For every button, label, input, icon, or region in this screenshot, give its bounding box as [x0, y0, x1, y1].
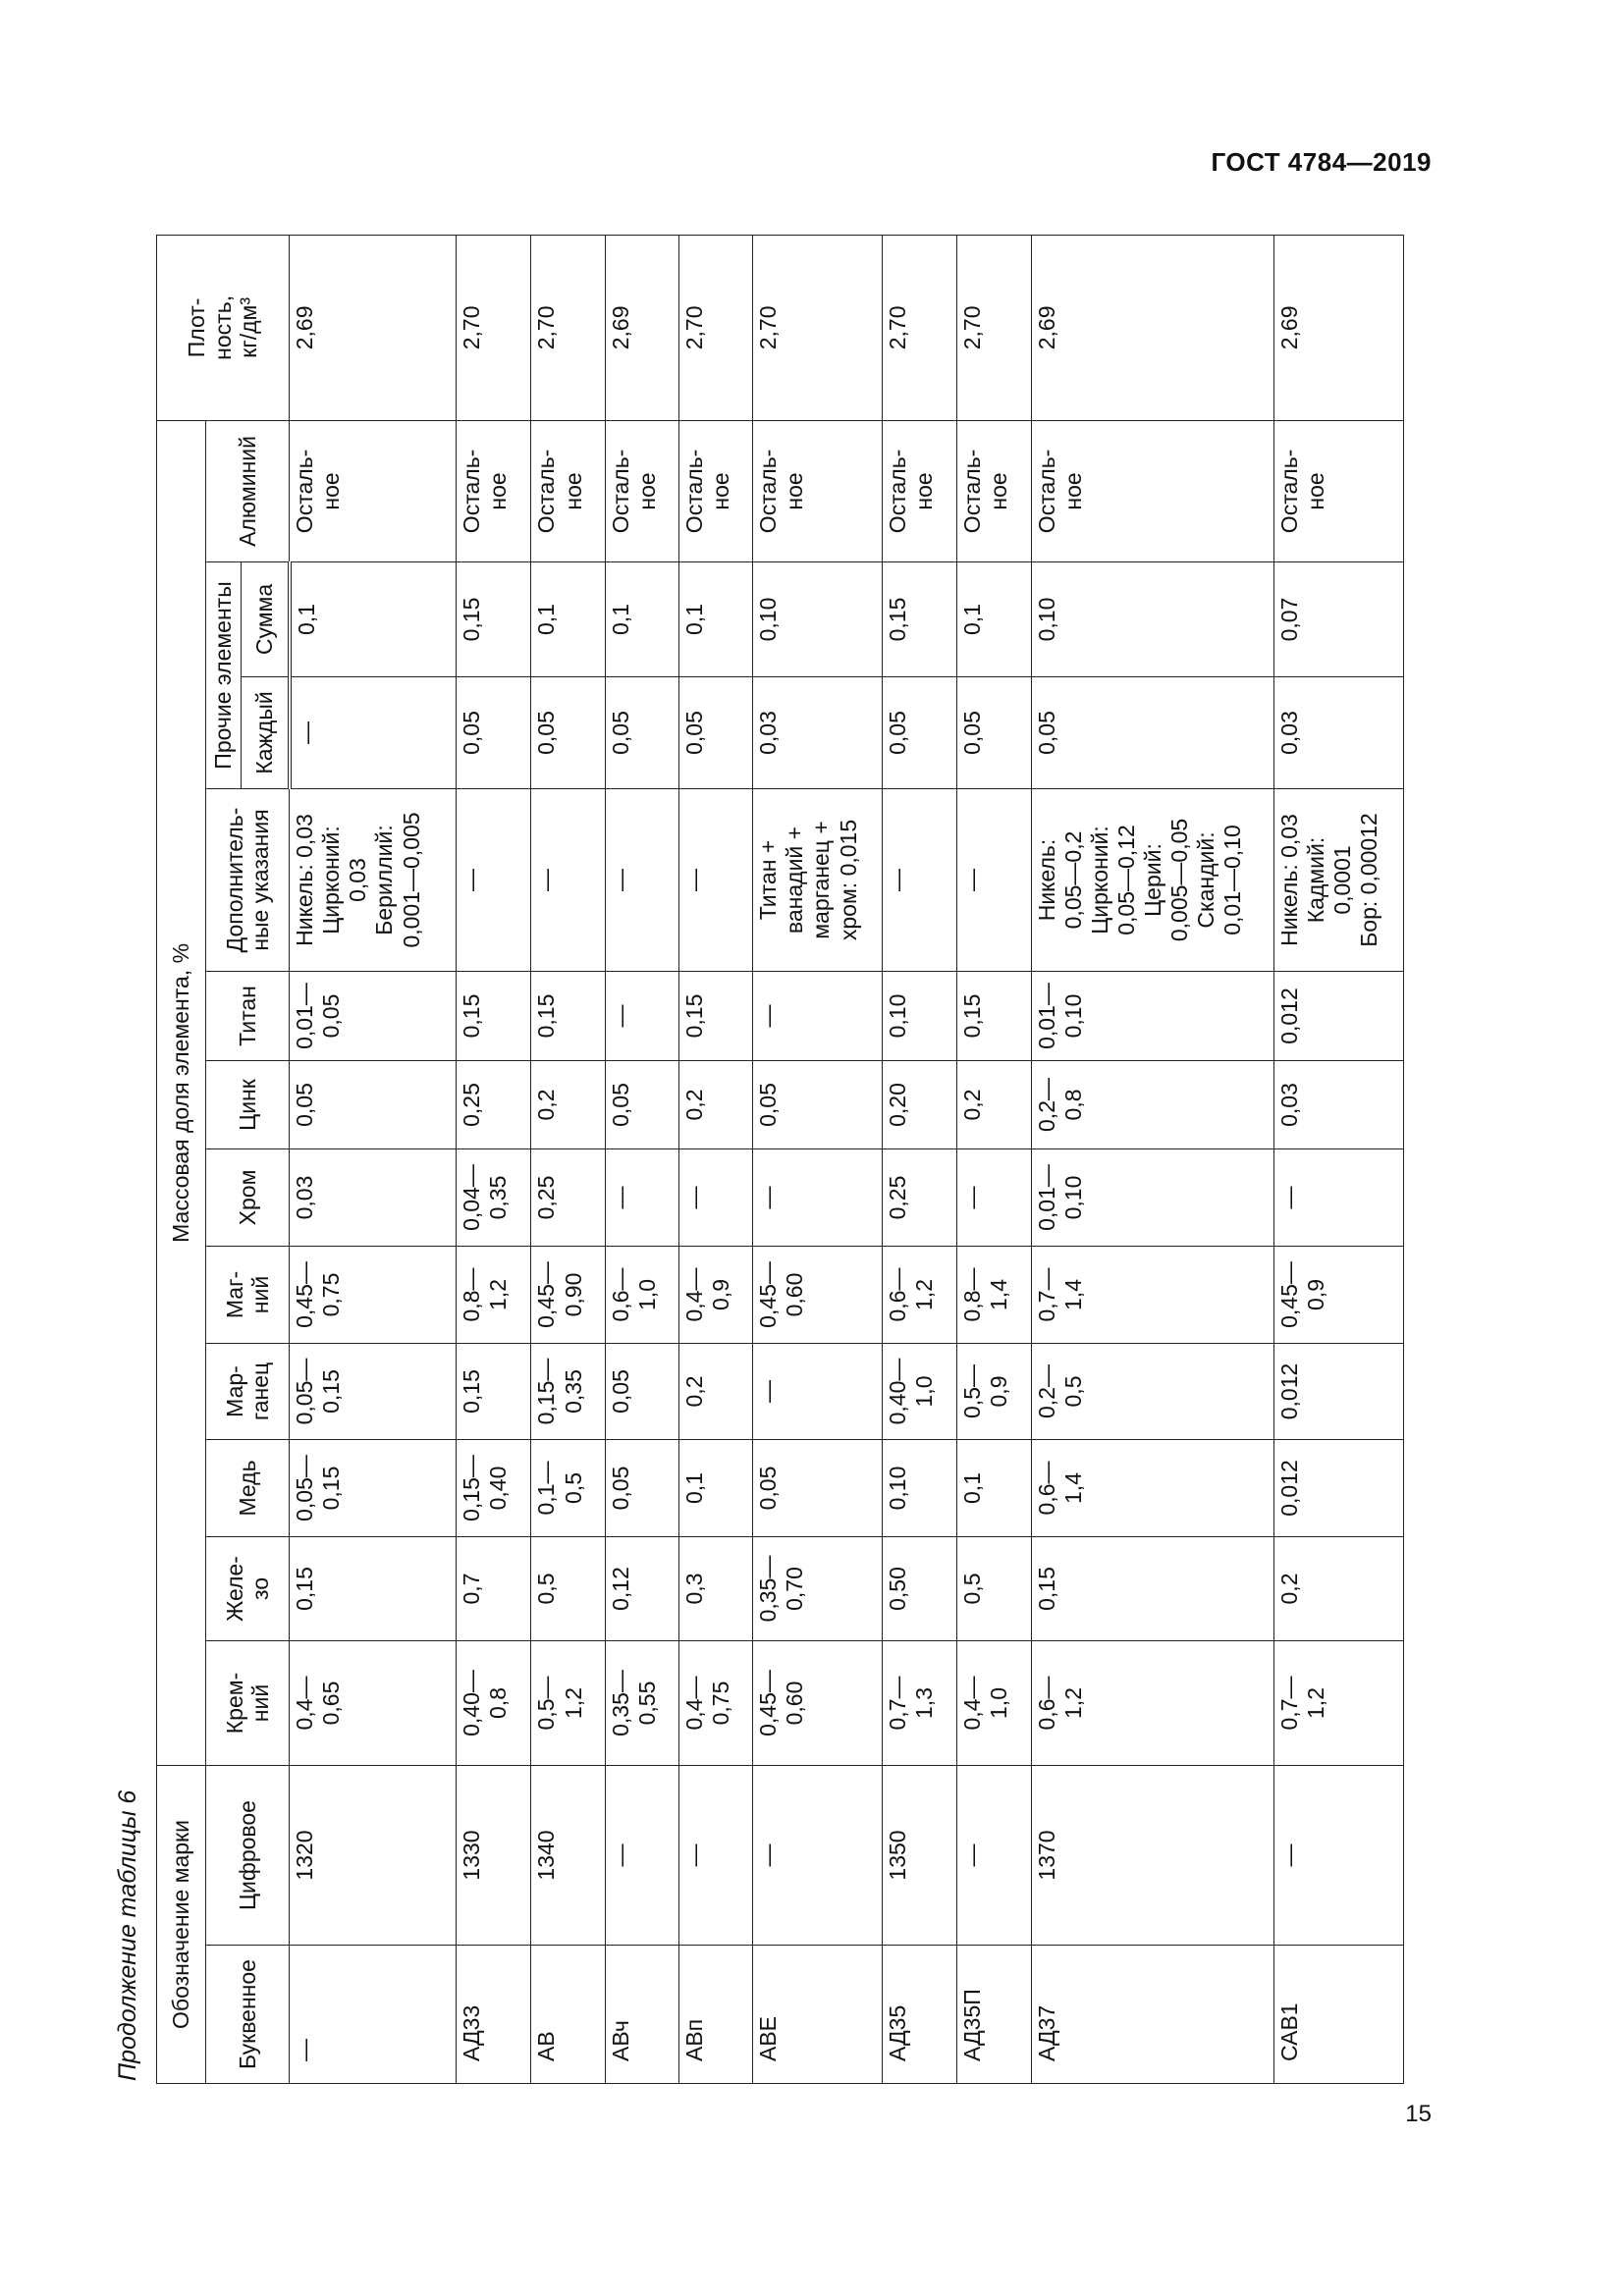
cell-density: 2,70 — [531, 235, 605, 420]
cell-other-each: 0,05 — [531, 676, 605, 788]
cell-letter: АВч — [605, 1946, 678, 2084]
cell-chromium: — — [1274, 1148, 1404, 1246]
cell-other-sum: 0,1 — [678, 561, 752, 676]
cell-iron: 0,12 — [605, 1536, 678, 1640]
cell-copper: 0,1— 0,5 — [531, 1439, 605, 1536]
table-row — [957, 235, 1031, 2083]
cell-aluminium: Осталь- ное — [605, 420, 678, 561]
cell-letter: АД35 — [883, 1946, 957, 2084]
cell-copper: 0,1 — [957, 1439, 1031, 1536]
cell-manganese: 0,012 — [1274, 1343, 1404, 1439]
cell-copper: 0,012 — [1274, 1439, 1404, 1536]
cell-density: 2,70 — [678, 235, 752, 420]
table-row — [678, 235, 752, 2083]
cell-other-each: 0,05 — [1031, 676, 1273, 788]
table-row — [753, 235, 883, 2083]
cell-other-sum: 0,1 — [957, 561, 1031, 676]
cell-other-each: 0,05 — [678, 676, 752, 788]
cell-manganese: — — [753, 1343, 883, 1439]
letter-header: Буквенное — [206, 1946, 290, 2084]
cell-other-sum: 0,1 — [531, 561, 605, 676]
cell-titanium: 0,01— 0,05 — [290, 971, 457, 1060]
table-body — [290, 235, 1404, 2083]
cell-iron: 0,15 — [1031, 1536, 1273, 1640]
cell-aluminium: Осталь- ное — [678, 420, 752, 561]
cell-additional: — — [457, 788, 531, 971]
cell-zinc: 0,05 — [753, 1060, 883, 1148]
sum-header: Сумма — [242, 561, 290, 676]
cell-density: 2,69 — [605, 235, 678, 420]
cell-digital: — — [678, 1765, 752, 1945]
manganese-header: Мар- ганец — [206, 1343, 290, 1439]
cell-chromium: 0,04— 0,35 — [457, 1148, 531, 1246]
cell-aluminium: Осталь- ное — [457, 420, 531, 561]
cell-copper: 0,05 — [605, 1439, 678, 1536]
cell-zinc: 0,2 — [678, 1060, 752, 1148]
cell-digital: — — [1274, 1765, 1404, 1945]
cell-letter: АД33 — [457, 1946, 531, 2084]
cell-iron: 0,15 — [290, 1536, 457, 1640]
cell-copper: 0,05 — [753, 1439, 883, 1536]
page-number: 15 — [1405, 2101, 1432, 2127]
cell-magnesium: 0,6— 1,0 — [605, 1246, 678, 1343]
cell-manganese: 0,05— 0,15 — [290, 1343, 457, 1439]
cell-silicon: 0,7— 1,2 — [1274, 1640, 1404, 1765]
rotated-table-frame — [156, 236, 1404, 2084]
cell-aluminium: Осталь- ное — [1274, 420, 1404, 561]
designation-header: Обозначение марки — [157, 1765, 206, 2083]
cell-zinc: 0,2 — [957, 1060, 1031, 1148]
cell-magnesium: 0,6— 1,2 — [883, 1246, 957, 1343]
cell-aluminium: Осталь- ное — [957, 420, 1031, 561]
cell-iron: 0,3 — [678, 1536, 752, 1640]
cell-titanium: 0,15 — [457, 971, 531, 1060]
iron-header: Желе- зо — [206, 1536, 290, 1640]
cell-aluminium: Осталь- ное — [883, 420, 957, 561]
cell-density: 2,70 — [457, 235, 531, 420]
cell-letter: АВЕ — [753, 1946, 883, 2084]
cell-iron: 0,35— 0,70 — [753, 1536, 883, 1640]
cell-additional: — — [883, 788, 957, 971]
cell-titanium: 0,15 — [678, 971, 752, 1060]
cell-copper: 0,10 — [883, 1439, 957, 1536]
cell-letter: АД37 — [1031, 1946, 1273, 2084]
cell-letter: САВ1 — [1274, 1946, 1404, 2084]
table-row — [605, 235, 678, 2083]
cell-other-sum: 0,1 — [605, 561, 678, 676]
cell-other-sum: 0,07 — [1274, 561, 1404, 676]
cell-digital: 1320 — [290, 1765, 457, 1945]
table-row — [290, 235, 457, 2083]
cell-other-each: 0,03 — [753, 676, 883, 788]
cell-other-each: 0,05 — [883, 676, 957, 788]
cell-density: 2,69 — [1274, 235, 1404, 420]
cell-other-sum: 0,10 — [1031, 561, 1273, 676]
cell-zinc: 0,03 — [1274, 1060, 1404, 1148]
cell-manganese: 0,2— 0,5 — [1031, 1343, 1273, 1439]
cell-chromium: — — [605, 1148, 678, 1246]
silicon-header: Крем- ний — [206, 1640, 290, 1765]
cell-additional: — — [678, 788, 752, 971]
cell-digital: — — [753, 1765, 883, 1945]
cell-magnesium: 0,8— 1,4 — [957, 1246, 1031, 1343]
cell-additional: Никель: 0,03 Кадмий: 0,0001 Бор: 0,00012 — [1274, 788, 1404, 971]
table-row — [1031, 235, 1273, 2083]
cell-manganese: 0,05 — [605, 1343, 678, 1439]
cell-additional: Никель: 0,03 Цирконий: 0,03 Бериллий: 0,001—0,005 — [290, 788, 457, 971]
cell-aluminium: Осталь- ное — [1031, 420, 1273, 561]
cell-copper: 0,1 — [678, 1439, 752, 1536]
cell-titanium: 0,01— 0,10 — [1031, 971, 1273, 1060]
cell-density: 2,70 — [883, 235, 957, 420]
cell-letter: АВ — [531, 1946, 605, 2084]
cell-aluminium: Осталь- ное — [290, 420, 457, 561]
cell-magnesium: 0,45— 0,60 — [753, 1246, 883, 1343]
cell-zinc: 0,2— 0,8 — [1031, 1060, 1273, 1148]
cell-silicon: 0,40— 0,8 — [457, 1640, 531, 1765]
cell-digital: — — [957, 1765, 1031, 1945]
cell-other-each: 0,05 — [957, 676, 1031, 788]
each-header: Каждый — [242, 676, 290, 788]
chromium-header: Хром — [206, 1148, 290, 1246]
cell-iron: 0,5 — [957, 1536, 1031, 1640]
cell-iron: 0,50 — [883, 1536, 957, 1640]
cell-other-sum: 0,15 — [457, 561, 531, 676]
cell-silicon: 0,4— 0,75 — [678, 1640, 752, 1765]
cell-additional: Никель: 0,05—0,2 Цирконий: 0,05—0,12 Церий: 0,005—0,05 Скандий: 0,01—0,10 — [1031, 788, 1273, 971]
cell-chromium: 0,25 — [883, 1148, 957, 1246]
cell-titanium: 0,012 — [1274, 971, 1404, 1060]
zinc-header: Цинк — [206, 1060, 290, 1148]
cell-other-sum: 0,15 — [883, 561, 957, 676]
density-header: Плот- ность, кг/дм³ — [157, 235, 290, 420]
cell-zinc: 0,2 — [531, 1060, 605, 1148]
digital-header: Цифровое — [206, 1765, 290, 1945]
cell-manganese: 0,15 — [457, 1343, 531, 1439]
table-container — [156, 236, 1404, 2084]
table-row — [531, 235, 605, 2083]
cell-letter: АД35П — [957, 1946, 1031, 2084]
cell-magnesium: 0,4— 0,9 — [678, 1246, 752, 1343]
cell-iron: 0,2 — [1274, 1536, 1404, 1640]
cell-titanium: 0,15 — [957, 971, 1031, 1060]
cell-manganese: 0,5— 0,9 — [957, 1343, 1031, 1439]
other-elements-header: Прочие элементы — [206, 561, 242, 788]
cell-chromium: — — [957, 1148, 1031, 1246]
cell-magnesium: 0,8— 1,2 — [457, 1246, 531, 1343]
cell-silicon: 0,5— 1,2 — [531, 1640, 605, 1765]
cell-aluminium: Осталь- ное — [753, 420, 883, 561]
mass-fraction-header: Массовая доля элемента, % — [157, 420, 206, 1765]
cell-magnesium: 0,7— 1,4 — [1031, 1246, 1273, 1343]
cell-copper: 0,15— 0,40 — [457, 1439, 531, 1536]
cell-other-each: 0,03 — [1274, 676, 1404, 788]
cell-digital: 1350 — [883, 1765, 957, 1945]
cell-digital: 1330 — [457, 1765, 531, 1945]
cell-density: 2,70 — [957, 235, 1031, 420]
cell-letter: — — [290, 1946, 457, 2084]
cell-magnesium: 0,45— 0,9 — [1274, 1246, 1404, 1343]
cell-titanium: 0,15 — [531, 971, 605, 1060]
cell-additional: — — [531, 788, 605, 971]
cell-magnesium: 0,45— 0,90 — [531, 1246, 605, 1343]
cell-silicon: 0,4— 1,0 — [957, 1640, 1031, 1765]
cell-titanium: — — [753, 971, 883, 1060]
cell-digital: — — [605, 1765, 678, 1945]
cell-digital: 1370 — [1031, 1765, 1273, 1945]
cell-density: 2,69 — [1031, 235, 1273, 420]
cell-silicon: 0,4— 0,65 — [290, 1640, 457, 1765]
cell-digital: 1340 — [531, 1765, 605, 1945]
cell-copper: 0,05— 0,15 — [290, 1439, 457, 1536]
cell-additional: — — [957, 788, 1031, 971]
cell-magnesium: 0,45— 0,75 — [290, 1246, 457, 1343]
cell-additional: — — [605, 788, 678, 971]
cell-additional: Титан + ванадий + марганец + хром: 0,015 — [753, 788, 883, 971]
cell-copper: 0,6— 1,4 — [1031, 1439, 1273, 1536]
cell-chromium: — — [678, 1148, 752, 1246]
cell-chromium: 0,25 — [531, 1148, 605, 1246]
continuation-label: Продолжение таблицы 6 — [114, 1789, 141, 2081]
magnesium-header: Маг- ний — [206, 1246, 290, 1343]
aluminium-header: Алюминий — [206, 420, 290, 561]
additional-header: Дополнитель- ные указания — [206, 788, 290, 971]
table-row — [457, 235, 531, 2083]
cell-chromium: 0,03 — [290, 1148, 457, 1246]
cell-other-sum: 0,1 — [290, 561, 457, 676]
copper-header: Медь — [206, 1439, 290, 1536]
cell-manganese: 0,40— 1,0 — [883, 1343, 957, 1439]
cell-iron: 0,5 — [531, 1536, 605, 1640]
cell-aluminium: Осталь- ное — [531, 420, 605, 561]
titanium-header: Титан — [206, 971, 290, 1060]
cell-iron: 0,7 — [457, 1536, 531, 1640]
cell-zinc: 0,20 — [883, 1060, 957, 1148]
standard-code: ГОСТ 4784—2019 — [1211, 147, 1432, 177]
cell-other-each: — — [290, 676, 457, 788]
chemical-composition-table — [156, 235, 1404, 2084]
cell-letter: АВп — [678, 1946, 752, 2084]
table-row — [883, 235, 957, 2083]
cell-silicon: 0,45— 0,60 — [753, 1640, 883, 1765]
table-row — [1274, 235, 1404, 2083]
cell-chromium: — — [753, 1148, 883, 1246]
cell-titanium: — — [605, 971, 678, 1060]
cell-other-each: 0,05 — [457, 676, 531, 788]
cell-other-sum: 0,10 — [753, 561, 883, 676]
cell-titanium: 0,10 — [883, 971, 957, 1060]
cell-zinc: 0,05 — [290, 1060, 457, 1148]
cell-zinc: 0,05 — [605, 1060, 678, 1148]
cell-manganese: 0,2 — [678, 1343, 752, 1439]
cell-zinc: 0,25 — [457, 1060, 531, 1148]
cell-density: 2,69 — [290, 235, 457, 420]
cell-manganese: 0,15— 0,35 — [531, 1343, 605, 1439]
cell-silicon: 0,7— 1,3 — [883, 1640, 957, 1765]
cell-density: 2,70 — [753, 235, 883, 420]
cell-other-each: 0,05 — [605, 676, 678, 788]
cell-silicon: 0,6— 1,2 — [1031, 1640, 1273, 1765]
cell-chromium: 0,01— 0,10 — [1031, 1148, 1273, 1246]
cell-silicon: 0,35— 0,55 — [605, 1640, 678, 1765]
